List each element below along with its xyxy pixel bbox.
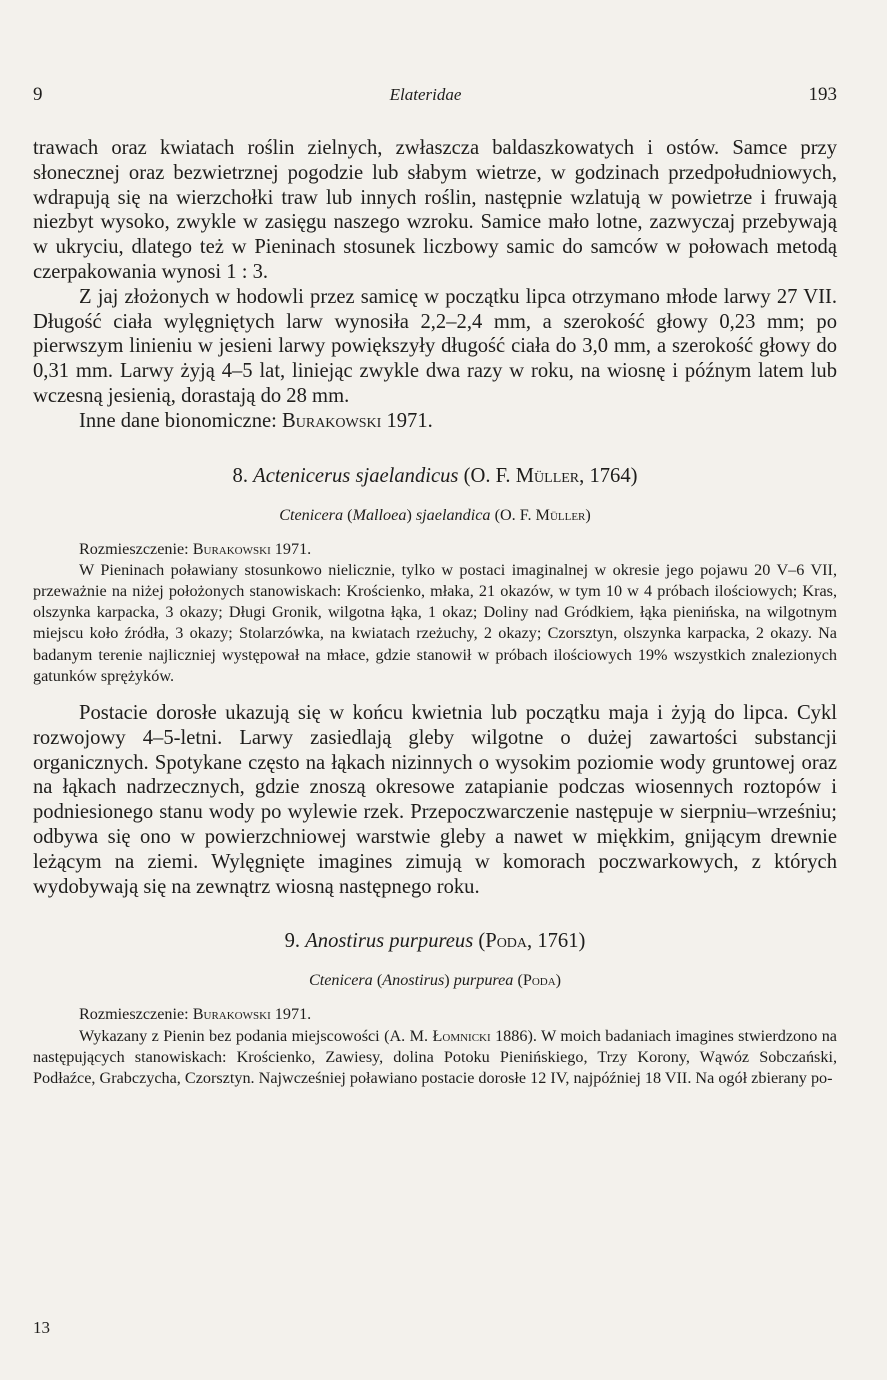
species-8-syn-species: sjaelandica bbox=[415, 505, 491, 524]
species-9-syn-author: Poda bbox=[522, 971, 556, 990]
signature-mark: 13 bbox=[33, 1318, 50, 1337]
species-8-author: Müller bbox=[515, 464, 580, 487]
records-prefix: Wykazany z Pienin bez podania miejscowości (A. M. bbox=[79, 1026, 433, 1045]
paragraph-continuation: trawach oraz kwiatach roślin zielnych, zwłaszcza baldaszkowatych i ostów. Samce przy słonecznej oraz bezwietrznej pogodzie lub słabym wietrze, w godzinach przedpołudniowych, wdrapują się na wierzchołki traw lub innych roślin, następnie wzlatują w powietrze i fruwają niezbyt wysoko, zwykle w zasięgu naszego wzroku. Samice mało lotne, zazwyczaj przebywają w ukryciu, dlatego też w Pieninach stosunek liczbowy samic do samców w połowach metodą czerpakowania wynosi 1 : 3. bbox=[33, 137, 837, 283]
records-author: Łomnicki bbox=[432, 1026, 491, 1045]
species-8-syn-genus: Ctenicera bbox=[279, 505, 344, 524]
species-8-author-open: (O. F. bbox=[458, 464, 516, 487]
header-family-title: Elateridae bbox=[389, 85, 462, 104]
species-9-author-close: , 1761) bbox=[527, 930, 586, 953]
bionomics-label: Inne dane bionomiczne: bbox=[79, 409, 283, 432]
distribution-author: Burakowski bbox=[192, 1005, 271, 1024]
species-8-distribution bbox=[33, 539, 837, 560]
distribution-year: 1971. bbox=[270, 539, 312, 558]
species-9-author-open: ( bbox=[473, 930, 486, 953]
species-8-biology: Postacie dorosłe ukazują się w końcu kwietnia lub początku maja i żyją do lipca. Cykl rozwojowy 4–5-letni. Larwy zasiedlają gleby wilgotne o dużej zawartości substancji organicznych. Spotykane często na łąkach nizinnych o wysokim poziomie wody gruntowej oraz na łąkach nadrzecznych, gdzie znoszą okresowe zatapianie podczas wiosennych roztopów i podniesionego stanu wody po wylewie rzek. Przepoczwarczenie następuje w sierpniu–wrześniu; odbywa się ono w powierzchniowej warstwie gleby a nawet w miękkim, gnijącym drewnie leżącym na ziemi. Wylęgnięte imagines zimują w komorach poczwarkowych, z których wydobywają się na zewnątrz wiosną następnego roku. bbox=[33, 701, 837, 898]
page-body bbox=[33, 136, 837, 1089]
species-9-synonym: Ctenicera (Anostirus) purpurea (Poda) bbox=[308, 971, 562, 990]
paragraph-larvae: Z jaj złożonych w hodowli przez samicę w początku lipca otrzymano młode larwy 27 VII. Długość ciała wylęgniętych larw wynosiła 2,2–2,4 mm, a szerokość głowy 0,23 mm; po pierwszym linieniu w jesieni larwy powiększyły długość ciała do 3,0 mm, a szerokość głowy do 0,31 mm. Larwy żyją 4–5 lat, liniejąc zwykle dwa razy w roku, na wiosnę i późnym latem lub wczesną jesienią, dorastają do 28 mm. bbox=[33, 285, 837, 407]
paragraph-bionomics bbox=[33, 409, 837, 434]
bionomics-author: Burakowski bbox=[282, 409, 382, 432]
species-9-syn-author-open: ( bbox=[513, 971, 523, 990]
species-9-author: Poda bbox=[485, 930, 528, 953]
species-9-distribution bbox=[33, 1004, 837, 1025]
species-9-syn-genus: Ctenicera bbox=[308, 971, 373, 990]
page-number: 193 bbox=[808, 84, 837, 105]
header-left-number: 9 bbox=[33, 84, 43, 105]
running-head bbox=[33, 84, 837, 106]
species-8-author-close: , 1764) bbox=[579, 464, 638, 487]
distribution-year: 1971. bbox=[270, 1005, 312, 1024]
species-9-syn-author-close: ) bbox=[555, 971, 562, 990]
species-8-number: 8. bbox=[232, 464, 254, 487]
species-9-syn-species: purpurea bbox=[453, 971, 514, 990]
species-8-syn-subgenus: Malloea bbox=[352, 505, 407, 524]
species-9-syn-subgenus: Anostirus bbox=[382, 971, 445, 990]
species-8-name: Actenicerus sjaelandicus bbox=[253, 464, 459, 487]
distribution-label: Rozmieszczenie: bbox=[79, 539, 193, 558]
species-9-number: 9. bbox=[284, 930, 306, 953]
species-9-records bbox=[33, 1026, 837, 1090]
distribution-author: Burakowski bbox=[192, 539, 271, 558]
records-text: 1886). W moich badaniach imagines stwierdzono na następujących stanowiskach: Krościenko, Zawiesy, dolina Potoku Pienińskiego, Trzy Korony, Wąwóz Sobczański, Podłaźce, Grabczycha, Czorsztyn. Najwcześniej poławiano postacie dorosłe 12 IV, najpóźniej 18 VII. Na ogół zbierany po- bbox=[33, 1026, 837, 1087]
distribution-label: Rozmieszczenie: bbox=[79, 1005, 193, 1024]
bionomics-year: 1971. bbox=[381, 409, 433, 432]
species-8-records: W Pieninach poławiany stosunkowo nielicznie, tylko w postaci imaginalnej w okresie jego pojawu 20 V–6 VII, przeważnie na niżej położonych stanowiskach: Krościenko, młaka, 21 okazów, w tym 10 w 4 próbach ilościowych; Kras, olszynka karpacka, 3 okazy; Długi Gronik, wilgotna łąka, 1 okaz; Doliny nad Gródkiem, łąka pienińska, na wilgotnym miejscu koło źródła, 3 okazy; Stolarzówka, na kwiatach rzeżuchy, 2 okazy; Czorsztyn, olszynka karpacka, 2 okazy. Na badanym terenie najliczniej występował na młace, gdzie stanowił w próbach ilościowych 19% wszystkich znalezionych gatunków sprężyków. bbox=[33, 560, 837, 685]
species-8-synonym: Ctenicera (Malloea) sjaelandica (O. F. Müller) bbox=[279, 505, 591, 524]
species-8-syn-author-open: (O. F. bbox=[490, 505, 536, 524]
species-8-syn-author: Müller bbox=[535, 505, 586, 524]
species-9-name: Anostirus purpureus bbox=[305, 930, 474, 953]
species-8-syn-author-close: ) bbox=[585, 505, 591, 524]
species-9-heading bbox=[33, 929, 837, 953]
species-8-heading bbox=[33, 464, 837, 488]
